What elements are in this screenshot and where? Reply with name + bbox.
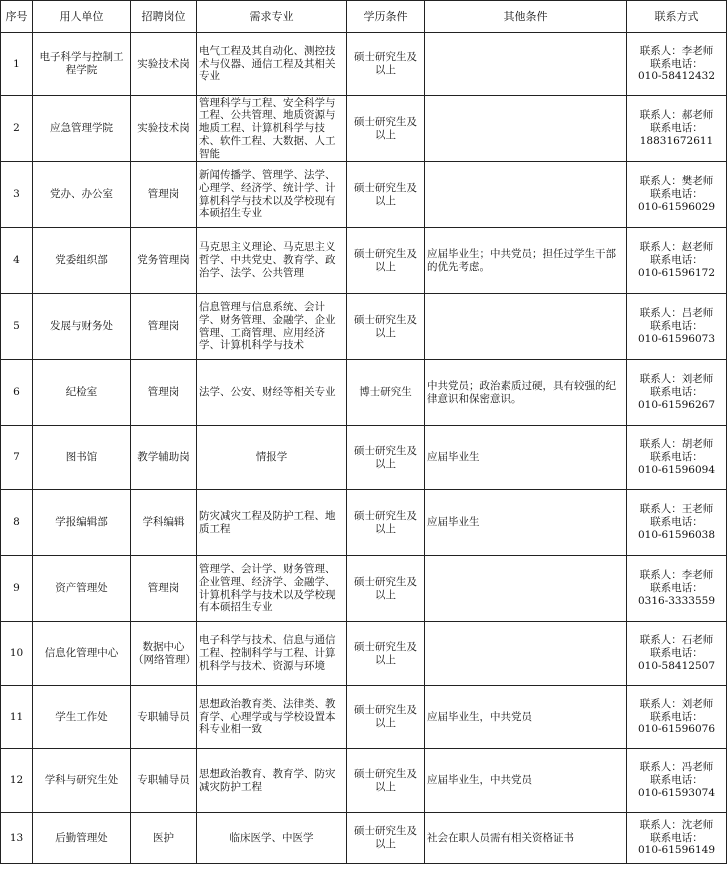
cell-contact	[627, 294, 727, 360]
contact-phone: 0316-3333559	[637, 594, 716, 607]
contact-phone: 010-61596267	[637, 398, 716, 411]
cell-contact	[627, 162, 727, 228]
cell-no: 4	[1, 228, 33, 294]
cell-unit: 电子科学与控制工程学院	[33, 33, 131, 96]
table-row	[1, 490, 727, 556]
contact-phone: 010-61596038	[637, 528, 716, 541]
contact-phone: 010-58412507	[637, 659, 716, 672]
contact-person: 联系人：王老师	[639, 503, 714, 516]
cell-no: 6	[1, 360, 33, 426]
cell-no: 5	[1, 294, 33, 360]
cell-major: 思想政治教育、教育学、防灾减灾防护工程	[197, 749, 347, 813]
header-position: 招聘岗位	[131, 1, 197, 33]
cell-no: 3	[1, 162, 33, 228]
header-no: 序号	[1, 1, 33, 33]
cell-no: 10	[1, 622, 33, 686]
contact-label: 联系电话：	[650, 647, 703, 660]
table-row	[1, 228, 727, 294]
table-row	[1, 360, 727, 426]
cell-other	[425, 162, 627, 228]
cell-contact	[627, 749, 727, 813]
cell-other: 应届毕业生，中共党员	[425, 686, 627, 749]
cell-other	[425, 622, 627, 686]
contact-phone: 010-61596076	[637, 723, 716, 736]
cell-no: 2	[1, 96, 33, 162]
cell-position: 实验技术岗	[131, 96, 197, 162]
cell-unit: 党委组织部	[33, 228, 131, 294]
cell-major: 电子科学与技术、信息与通信工程、控制科学与工程、计算机科学与技术、资源与环境	[197, 622, 347, 686]
contact-phone: 010-61593074	[637, 786, 716, 799]
contact-person: 联系人：沈老师	[639, 818, 714, 831]
cell-position: 专职辅导员	[131, 686, 197, 749]
cell-education: 硕士研究生及以上	[347, 228, 425, 294]
cell-unit: 发展与财务处	[33, 294, 131, 360]
cell-position: 党务管理岗	[131, 228, 197, 294]
contact-phone: 010-61596073	[637, 332, 716, 345]
cell-unit: 资产管理处	[33, 556, 131, 622]
cell-contact	[627, 622, 727, 686]
cell-major: 思想政治教育类、法律类、教育学、心理学或与学校设置本科专业相一致	[197, 686, 347, 749]
contact-phone: 010-61596094	[637, 463, 716, 476]
contact-label: 联系电话：	[650, 386, 703, 399]
header-contact: 联系方式	[627, 1, 727, 33]
cell-education: 博士研究生	[347, 360, 425, 426]
cell-position: 管理岗	[131, 162, 197, 228]
cell-position: 教学辅助岗	[131, 426, 197, 490]
contact-person: 联系人：胡老师	[639, 438, 714, 451]
cell-major: 情报学	[197, 426, 347, 490]
cell-other: 社会在职人员需有相关资格证书	[425, 813, 627, 864]
cell-contact	[627, 556, 727, 622]
cell-education: 硕士研究生及以上	[347, 33, 425, 96]
cell-unit: 学科与研究生处	[33, 749, 131, 813]
table-row	[1, 622, 727, 686]
contact-label: 联系电话：	[650, 254, 703, 267]
table-row	[1, 686, 727, 749]
contact-label: 联系电话：	[650, 774, 703, 787]
cell-contact	[627, 360, 727, 426]
contact-label: 联系电话：	[650, 57, 703, 70]
cell-contact	[627, 686, 727, 749]
cell-major: 法学、公安、财经等相关专业	[197, 360, 347, 426]
contact-person: 联系人：刘老师	[639, 373, 714, 386]
cell-major: 防灾减灾工程及防护工程、地质工程	[197, 490, 347, 556]
cell-education: 硕士研究生及以上	[347, 96, 425, 162]
cell-major: 电气工程及其自动化、测控技术与仪器、通信工程及其相关专业	[197, 33, 347, 96]
contact-label: 联系电话：	[650, 451, 703, 464]
contact-person: 联系人：李老师	[639, 569, 714, 582]
cell-contact	[627, 813, 727, 864]
cell-other	[425, 33, 627, 96]
contact-label: 联系电话：	[650, 320, 703, 333]
cell-education: 硕士研究生及以上	[347, 622, 425, 686]
cell-contact	[627, 96, 727, 162]
cell-other: 中共党员；政治素质过硬，具有较强的纪律意识和保密意识。	[425, 360, 627, 426]
table-row	[1, 294, 727, 360]
cell-education: 硕士研究生及以上	[347, 556, 425, 622]
contact-person: 联系人：郝老师	[639, 109, 714, 122]
cell-unit: 纪检室	[33, 360, 131, 426]
contact-phone: 010-58412432	[637, 70, 716, 83]
cell-education: 硕士研究生及以上	[347, 813, 425, 864]
cell-education: 硕士研究生及以上	[347, 686, 425, 749]
cell-contact	[627, 490, 727, 556]
header-major: 需求专业	[197, 1, 347, 33]
contact-phone: 18831672611	[639, 134, 714, 147]
header-education: 学历条件	[347, 1, 425, 33]
cell-major: 马克思主义理论、马克思主义哲学、中共党史、教育学、政治学、法学、公共管理	[197, 228, 347, 294]
table-row	[1, 813, 727, 864]
cell-position: 医护	[131, 813, 197, 864]
cell-position: 管理岗	[131, 294, 197, 360]
cell-unit: 后勤管理处	[33, 813, 131, 864]
cell-major: 信息管理与信息系统、会计学、财务管理、金融学、企业管理、工商管理、应用经济学、计算机科学与技术	[197, 294, 347, 360]
cell-education: 硕士研究生及以上	[347, 294, 425, 360]
cell-no: 7	[1, 426, 33, 490]
cell-no: 9	[1, 556, 33, 622]
contact-phone: 010-61596029	[637, 200, 716, 213]
cell-no: 13	[1, 813, 33, 864]
contact-label: 联系电话：	[650, 516, 703, 529]
cell-unit: 党办、办公室	[33, 162, 131, 228]
cell-other	[425, 556, 627, 622]
cell-position: 实验技术岗	[131, 33, 197, 96]
cell-position: 管理岗	[131, 360, 197, 426]
contact-label: 联系电话：	[650, 710, 703, 723]
cell-contact	[627, 426, 727, 490]
cell-major: 管理科学与工程、安全科学与工程、公共管理、地质资源与地质工程、计算机科学与技术、软件工程、大数据、人工智能	[197, 96, 347, 162]
header-unit: 用人单位	[33, 1, 131, 33]
cell-position: 管理岗	[131, 556, 197, 622]
cell-no: 8	[1, 490, 33, 556]
cell-education: 硕士研究生及以上	[347, 426, 425, 490]
contact-person: 联系人：石老师	[639, 634, 714, 647]
cell-position: 专职辅导员	[131, 749, 197, 813]
cell-unit: 学报编辑部	[33, 490, 131, 556]
cell-no: 1	[1, 33, 33, 96]
cell-education: 硕士研究生及以上	[347, 490, 425, 556]
header-row	[1, 1, 727, 33]
cell-position: 学科编辑	[131, 490, 197, 556]
cell-no: 11	[1, 686, 33, 749]
cell-other: 应届毕业生，中共党员	[425, 749, 627, 813]
cell-position: 数据中心（网络管理）	[131, 622, 197, 686]
contact-phone: 010-61596172	[637, 266, 716, 279]
cell-unit: 应急管理学院	[33, 96, 131, 162]
contact-person: 联系人：刘老师	[639, 697, 714, 710]
table-row	[1, 749, 727, 813]
cell-education: 硕士研究生及以上	[347, 162, 425, 228]
cell-major: 新闻传播学、管理学、法学、心理学、经济学、统计学、计算机科学与技术以及学校现有本硕招生专业	[197, 162, 347, 228]
contact-label: 联系电话：	[650, 582, 703, 595]
contact-person: 联系人：李老师	[639, 44, 714, 57]
cell-other: 应届毕业生	[425, 426, 627, 490]
cell-no: 12	[1, 749, 33, 813]
cell-contact	[627, 33, 727, 96]
table-row	[1, 426, 727, 490]
cell-unit: 信息化管理中心	[33, 622, 131, 686]
contact-person: 联系人：吕老师	[639, 307, 714, 320]
contact-person: 联系人：冯老师	[639, 761, 714, 774]
cell-other	[425, 294, 627, 360]
contact-label: 联系电话：	[650, 188, 703, 201]
contact-phone: 010-61596149	[637, 844, 716, 857]
contact-person: 联系人：樊老师	[639, 175, 714, 188]
cell-unit: 图书馆	[33, 426, 131, 490]
cell-other	[425, 96, 627, 162]
cell-major: 管理学、会计学、财务管理、企业管理、经济学、金融学、计算机科学与技术以及学校现有本硕招生专业	[197, 556, 347, 622]
cell-other: 应届毕业生；中共党员；担任过学生干部的优先考虑。	[425, 228, 627, 294]
table-row	[1, 33, 727, 96]
contact-label: 联系电话：	[650, 831, 703, 844]
table-row	[1, 96, 727, 162]
cell-other: 应届毕业生	[425, 490, 627, 556]
table-row	[1, 556, 727, 622]
cell-unit: 学生工作处	[33, 686, 131, 749]
contact-label: 联系电话：	[650, 122, 703, 135]
table-row	[1, 162, 727, 228]
cell-education: 硕士研究生及以上	[347, 749, 425, 813]
contact-person: 联系人：赵老师	[639, 241, 714, 254]
cell-major: 临床医学、中医学	[197, 813, 347, 864]
header-other: 其他条件	[425, 1, 627, 33]
cell-contact	[627, 228, 727, 294]
table-body	[1, 33, 727, 864]
